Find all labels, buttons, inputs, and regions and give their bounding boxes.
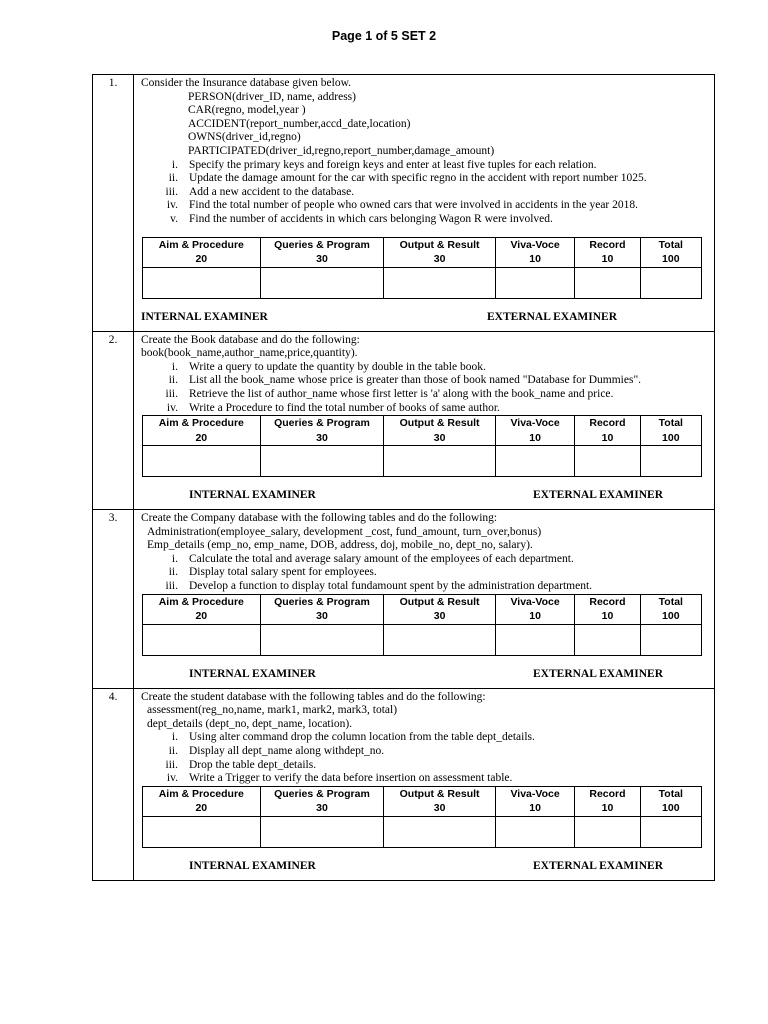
question-number: 3.: [93, 510, 134, 689]
task-number: i.: [171, 731, 178, 744]
task-item: [141, 213, 708, 227]
marks-header: Queries & Program 30: [260, 786, 384, 816]
external-examiner-label: EXTERNAL EXAMINER: [533, 489, 664, 502]
task-number: iii.: [165, 185, 178, 198]
task-text: Specify the primary keys and foreign keys and enter at least five tuples for each relation.: [189, 158, 597, 171]
question-body: [134, 688, 715, 880]
task-number: i.: [171, 552, 178, 565]
task-item: [141, 566, 708, 580]
task-text: Calculate the total and average salary amount of the employees of each department.: [189, 552, 574, 565]
marks-header: Viva-Voce 10: [495, 416, 574, 446]
internal-examiner-label: INTERNAL EXAMINER: [189, 859, 316, 872]
task-item: [141, 159, 708, 173]
marks-cell[interactable]: [384, 267, 496, 298]
task-number: iv.: [166, 199, 178, 212]
marks-cell[interactable]: [384, 624, 496, 655]
marks-cell[interactable]: [260, 267, 384, 298]
task-text: Display total salary spent for employees.: [189, 566, 377, 579]
marks-header: Record 10: [575, 237, 640, 267]
marks-cell[interactable]: [575, 446, 640, 477]
marks-header: Aim & Procedure 20: [143, 786, 261, 816]
internal-examiner-label: INTERNAL EXAMINER: [141, 310, 268, 323]
task-item: [141, 186, 708, 200]
marks-header: Queries & Program 30: [260, 594, 384, 624]
schema-line: dept_details (dept_no, dept_name, location).: [147, 717, 353, 730]
schema-line: Emp_details (emp_no, emp_name, DOB, address, doj, mobile_no, dept_no, salary).: [147, 539, 533, 552]
marks-cell[interactable]: [143, 624, 261, 655]
examiner-signatures: [141, 477, 708, 509]
task-number: iv.: [166, 401, 178, 414]
question-row-4: [93, 688, 715, 880]
question-table: [92, 74, 715, 881]
marks-header: Total 100: [640, 594, 701, 624]
marks-cell[interactable]: [640, 446, 701, 477]
question-row-2: [93, 331, 715, 510]
marks-header: Output & Result 30: [384, 237, 496, 267]
task-number: ii.: [168, 172, 178, 185]
marks-header: Aim & Procedure 20: [143, 416, 261, 446]
marks-cell[interactable]: [143, 267, 261, 298]
marks-header: Viva-Voce 10: [495, 594, 574, 624]
task-item: [141, 553, 708, 567]
task-number: ii.: [168, 566, 178, 579]
examiner-signatures: [141, 299, 708, 331]
task-number: i.: [171, 158, 178, 171]
question-intro: Create the Book database and do the following:: [141, 333, 360, 346]
task-text: Write a query to update the quantity by double in the table book.: [189, 360, 486, 373]
task-text: Display all dept_name along withdept_no.: [189, 745, 385, 758]
task-item: [141, 374, 708, 388]
marks-table: [142, 237, 702, 299]
marks-header: Total 100: [640, 786, 701, 816]
marks-cell[interactable]: [495, 267, 574, 298]
marks-cell[interactable]: [640, 816, 701, 847]
task-number: iii.: [165, 387, 178, 400]
external-examiner-label: EXTERNAL EXAMINER: [533, 859, 664, 872]
question-body: [134, 75, 715, 332]
question-intro: Consider the Insurance database given below.: [141, 77, 352, 89]
marks-cell[interactable]: [384, 816, 496, 847]
task-number: iii.: [165, 580, 178, 593]
task-item: [141, 402, 708, 416]
task-text: Write a Procedure to find the total number of books of same author.: [189, 401, 500, 414]
marks-cell[interactable]: [260, 624, 384, 655]
task-item: [141, 759, 708, 773]
marks-header: Aim & Procedure 20: [143, 237, 261, 267]
task-text: Using alter command drop the column location from the table dept_details.: [189, 731, 535, 744]
page-header: Page 1 of 5 SET 2: [331, 29, 437, 43]
external-examiner-label: EXTERNAL EXAMINER: [533, 667, 664, 680]
task-text: Find the number of accidents in which cars belonging Wagon R were involved.: [189, 212, 553, 225]
marks-header: Total 100: [640, 416, 701, 446]
marks-cell[interactable]: [260, 816, 384, 847]
marks-header: Queries & Program 30: [260, 416, 384, 446]
question-body: [134, 331, 715, 510]
schema-line: book(book_name,author_name,price,quantity).: [141, 347, 358, 360]
marks-cell[interactable]: [575, 624, 640, 655]
marks-cell[interactable]: [143, 446, 261, 477]
marks-header: Viva-Voce 10: [495, 237, 574, 267]
marks-header: Output & Result 30: [384, 594, 496, 624]
task-item: [141, 745, 708, 759]
marks-cell[interactable]: [575, 267, 640, 298]
internal-examiner-label: INTERNAL EXAMINER: [189, 667, 316, 680]
question-body: [134, 510, 715, 689]
task-number: iii.: [165, 758, 178, 771]
schema-line: CAR(regno, model,year ): [188, 104, 306, 117]
schema-line: ACCIDENT(report_number,accd_date,location): [188, 117, 411, 130]
task-text: Write a Trigger to verify the data before insertion on assessment table.: [189, 772, 513, 785]
task-text: Find the total number of people who owned cars that were involved in accidents in the year 2018.: [189, 199, 639, 212]
task-text: List all the book_name whose price is greater than those of book named "Database for Dummies".: [189, 374, 642, 387]
task-text: Retrieve the list of author_name whose first letter is 'a' along with the book_name and price.: [189, 387, 614, 400]
marks-header: Record 10: [575, 594, 640, 624]
question-row-3: [93, 510, 715, 689]
marks-header: Viva-Voce 10: [495, 786, 574, 816]
schema-line: PERSON(driver_ID, name, address): [188, 90, 356, 103]
task-number: i.: [171, 360, 178, 373]
task-text: Update the damage amount for the car with specific regno in the accident with report number 1025.: [189, 172, 647, 185]
marks-header: Output & Result 30: [384, 416, 496, 446]
task-item: [141, 199, 708, 213]
question-number: 2.: [93, 331, 134, 510]
marks-table: [142, 594, 702, 656]
marks-header: Record 10: [575, 786, 640, 816]
schema-line: PARTICIPATED(driver_id,regno,report_number,damage_amount): [188, 144, 495, 157]
marks-header: Aim & Procedure 20: [143, 594, 261, 624]
task-item: [141, 580, 708, 594]
marks-cell[interactable]: [143, 816, 261, 847]
task-number: v.: [170, 212, 178, 225]
marks-cell[interactable]: [640, 624, 701, 655]
question-row-1: [93, 75, 715, 332]
internal-examiner-label: INTERNAL EXAMINER: [189, 489, 316, 502]
task-item: [141, 361, 708, 375]
task-number: iv.: [166, 772, 178, 785]
marks-cell[interactable]: [495, 624, 574, 655]
question-number: 4.: [93, 688, 134, 880]
marks-cell[interactable]: [495, 816, 574, 847]
task-item: [141, 772, 708, 786]
task-item: [141, 731, 708, 745]
question-intro: Create the Company database with the following tables and do the following:: [141, 512, 498, 525]
schema-line: assessment(reg_no,name, mark1, mark2, mark3, total): [147, 704, 398, 717]
question-intro: Create the student database with the following tables and do the following:: [141, 690, 486, 703]
examiner-signatures: [141, 848, 708, 880]
task-text: Drop the table dept_details.: [189, 758, 317, 771]
task-number: ii.: [168, 745, 178, 758]
schema-line: Administration(employee_salary, development _cost, fund_amount, turn_over,bonus): [147, 525, 542, 538]
task-number: ii.: [168, 374, 178, 387]
examiner-signatures: [141, 656, 708, 688]
task-text: Add a new accident to the database.: [189, 185, 355, 198]
marks-table: [142, 415, 702, 477]
marks-cell[interactable]: [640, 267, 701, 298]
marks-cell[interactable]: [384, 446, 496, 477]
marks-header: Total 100: [640, 237, 701, 267]
marks-header: Output & Result 30: [384, 786, 496, 816]
task-item: [141, 172, 708, 186]
task-text: Develop a function to display total fundamount spent by the administration department.: [189, 580, 593, 593]
schema-line: OWNS(driver_id,regno): [188, 131, 301, 144]
question-number: 1.: [93, 75, 134, 332]
external-examiner-label: EXTERNAL EXAMINER: [487, 310, 618, 323]
marks-header: Record 10: [575, 416, 640, 446]
marks-cell[interactable]: [495, 446, 574, 477]
marks-header: Queries & Program 30: [260, 237, 384, 267]
marks-table: [142, 786, 702, 848]
marks-cell[interactable]: [260, 446, 384, 477]
task-item: [141, 388, 708, 402]
marks-cell[interactable]: [575, 816, 640, 847]
